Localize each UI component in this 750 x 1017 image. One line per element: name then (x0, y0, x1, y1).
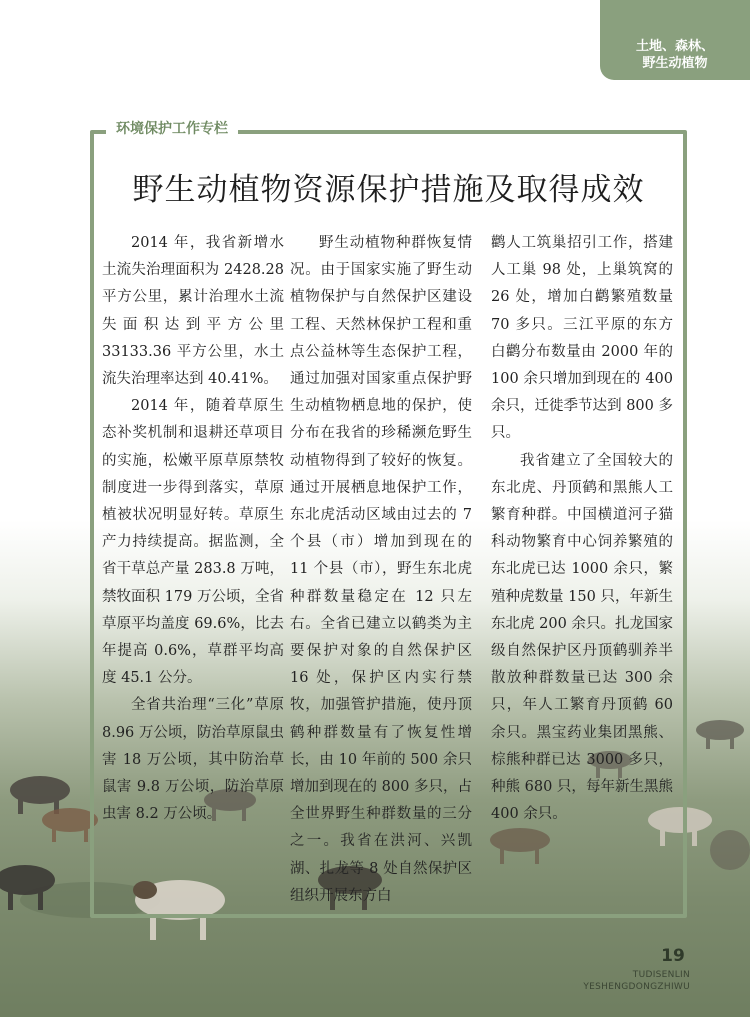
cow-icon (10, 776, 70, 814)
paragraph: 鹳人工筑巢招引工作，搭建人工巢 98 处，上巢筑窝的 26 处，增加白鹳繁殖数量 70 多只。三江平原的东方白鹳分布数量由 2000 年的 100 余只增加到现在的 400 余只，迁徙季节达到 800 多只。 (491, 235, 673, 442)
paragraph: 全省共治理“三化”草原 8.96 万公顷，防治草原鼠虫害 18 万公顷，其中防治草鼠害 9.8 万公顷，防治草原虫害 8.2 万公顷。 (102, 697, 284, 823)
paragraph: 我省建立了全国较大的东北虎、丹顶鹤和黑熊人工繁育种群。中国横道河子猫科动物繁育中心饲养繁殖的东北虎已达 1000 余只，繁殖种虎数量 150 只，年新生东北虎 200 余只。扎龙国家级自然保护区丹顶鹤驯养半散放种群数量已达 300 余只，年人工繁育丹顶鹤 60 余只。黑宝药业集团黑熊、棕熊种群已达 3000 多只，种熊 680 只，每年新生黑熊 400 余只。 (491, 452, 673, 823)
cow-icon (710, 830, 750, 870)
footer-text-line1: TUDISENLIN (632, 970, 690, 980)
section-tab-line1: 土地、森林、 (635, 39, 714, 54)
page-number: 19 (661, 946, 685, 966)
article-column-1 (102, 230, 284, 828)
article-column-3 (491, 230, 673, 828)
section-tab-line2: 野生动植物 (642, 56, 708, 71)
cow-icon (696, 720, 744, 749)
paragraph: 野生动植物种群恢复情况。由于国家实施了野生动植物保护与自然保护区建设工程、天然林保护工程和重点公益林等生态保护工程，通过加强对国家重点保护野生动植物栖息地的保护，使分布在我省的珍稀濒危野生动植物得到了较好的恢复。通过开展栖息地保护工作，东北虎活动区域由过去的 7 个县（市）增加到现在的 11 个县（市），野生东北虎种群数量稳定在 12 只左右。全省已建立以鹤类为主要保护对象的自然保护区 16 处，保护区内实行禁牧，加强管护措施，使丹顶鹤种群数量有了恢复性增长，由 10 年前的 500 余只增加到现在的 800 多只，占全世界野生种群数量的三分之一。我省在洪河、兴凯湖、扎龙等 8 处自然保护区组织开展东方白 (290, 235, 472, 904)
section-tab (600, 0, 750, 80)
column-tag: 环境保护工作专栏 (106, 118, 238, 140)
article-title: 野生动植物资源保护措施及取得成效 (132, 172, 645, 208)
article-column-2 (290, 230, 472, 910)
footer-text-line2: YESHENGDONGZHIWU (583, 982, 690, 992)
paragraph: 2014 年，我省新增水土流失治理面积为 2428.28 平方公里，累计治理水土流失面积达到平方公里 33133.36 平方公里，水土流失治理率达到 40.41%。 (102, 235, 284, 388)
paragraph: 2014 年，随着草原生态补奖机制和退耕还草项目的实施，松嫩平原草原禁牧制度进一步得到落实，草原植被状况明显好转。草原生产力持续提高。据监测，全省干草总产量 283.8 万吨，禁牧面积 179 万公顷，全省草原平均盖度 69.6%，比去年提高 0.6%，草群平均高度 45.1 公分。 (102, 398, 284, 687)
